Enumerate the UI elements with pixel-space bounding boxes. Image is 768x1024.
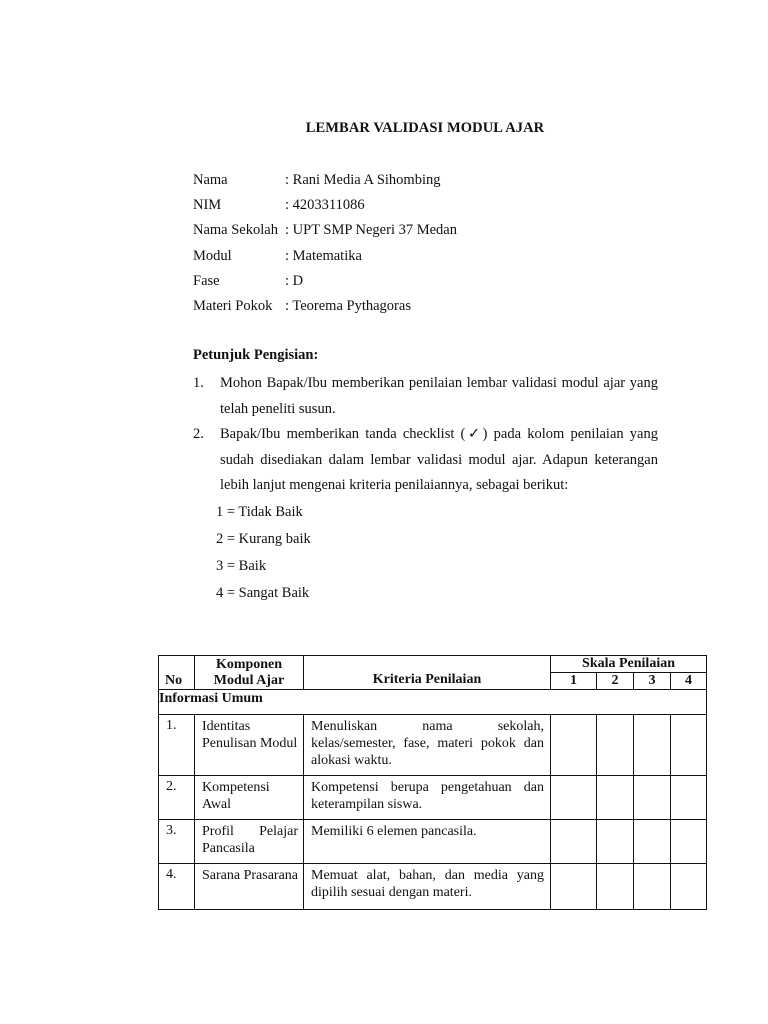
instruction-item [193,422,658,499]
header-scale-3: 3 [634,673,671,690]
row-komponen: Identitas Penulisan Modul [195,715,304,776]
table-header-row [159,656,707,673]
table-row [159,820,707,864]
instruction-text: Bapak/Ibu memberikan tanda checklist (✓) pada kolom penilaian yang sudah disediakan dalam lembar validasi modul ajar. Adapun keterangan lebih lanjut mengenai kriteria penilaiannya, sebagai berikut: [220,426,658,493]
info-label: Modul [193,247,232,264]
header-kriteria: Kriteria Penilaian [304,656,551,690]
rating-cell-1[interactable] [551,776,597,820]
header-skala: Skala Penilaian [551,656,707,673]
table-row [159,715,707,776]
instructions-heading: Petunjuk Pengisian: [193,347,319,363]
header-scale-1: 1 [551,673,597,690]
instruction-number: 1. [193,375,204,391]
rating-cell-2[interactable] [597,776,634,820]
instruction-item [193,371,658,422]
rating-cell-1[interactable] [551,715,597,776]
rating-cell-3[interactable] [634,776,671,820]
row-number: 3. [159,820,195,864]
row-number: 1. [159,715,195,776]
info-value: : Rani Media A Sihombing [285,172,441,188]
row-komponen: Sarana Prasarana [195,864,304,910]
info-label: Nama Sekolah [193,222,278,239]
rating-cell-1[interactable] [551,820,597,864]
scale-item: 3 = Baik [216,557,267,574]
rating-cell-4[interactable] [671,715,707,776]
info-row-nama-sekolah [193,221,457,246]
row-kriteria: Kompetensi berupa pengetahuan dan keterampilan siswa. [304,776,551,820]
rating-cell-4[interactable] [671,820,707,864]
row-number: 2. [159,776,195,820]
scale-item: 1 = Tidak Baik [216,503,303,520]
rating-cell-3[interactable] [634,820,671,864]
info-value: : Teorema Pythagoras [285,297,411,314]
info-label: Fase [193,272,220,289]
header-scale-4: 4 [671,673,707,690]
document-title: LEMBAR VALIDASI MODUL AJAR [305,120,545,136]
scale-item: 4 = Sangat Baik [216,584,310,601]
rating-cell-3[interactable] [634,864,671,910]
header-no: No [159,656,195,690]
info-row-nama [193,171,457,196]
row-kriteria: Memiliki 6 elemen pancasila. [304,820,551,864]
instruction-text: Mohon Bapak/Ibu memberikan penilaian lembar validasi modul ajar yang telah peneliti susun. [220,375,658,417]
info-row-materi-pokok [193,297,457,322]
info-row-nim [193,196,457,221]
row-komponen: Profil Pelajar Pancasila [195,820,304,864]
rating-cell-3[interactable] [634,715,671,776]
validation-table [158,655,707,910]
row-kriteria: Memuat alat, bahan, dan media yang dipilih sesuai dengan materi. [304,864,551,910]
rating-cell-2[interactable] [597,715,634,776]
instructions-list [193,371,658,607]
row-number: 4. [159,864,195,910]
info-value: : Matematika [285,247,362,264]
info-value: : 4203311086 [285,197,365,214]
info-row-modul [193,247,457,272]
row-komponen: Kompetensi Awal [195,776,304,820]
table-row [159,776,707,820]
header-scale-2: 2 [597,673,634,690]
identity-block [193,171,457,322]
rating-cell-1[interactable] [551,864,597,910]
info-label: Materi Pokok [193,297,273,314]
section-label: Informasi Umum [159,690,707,715]
header-komponen: Komponen Modul Ajar [195,656,304,690]
scale-item: 2 = Kurang baik [216,530,311,547]
instruction-number: 2. [193,426,204,442]
info-value: : D [285,272,304,289]
table-row [159,864,707,910]
rating-cell-2[interactable] [597,820,634,864]
rating-cell-2[interactable] [597,864,634,910]
info-label: Nama [193,172,228,188]
info-value: : UPT SMP Negeri 37 Medan [285,222,457,239]
row-kriteria: Menuliskan nama sekolah, kelas/semester, fase, materi pokok dan alokasi waktu. [304,715,551,776]
info-label: NIM [193,197,222,214]
info-row-fase [193,272,457,297]
section-row [159,690,707,715]
rating-scale-legend [216,499,658,607]
rating-cell-4[interactable] [671,776,707,820]
rating-cell-4[interactable] [671,864,707,910]
